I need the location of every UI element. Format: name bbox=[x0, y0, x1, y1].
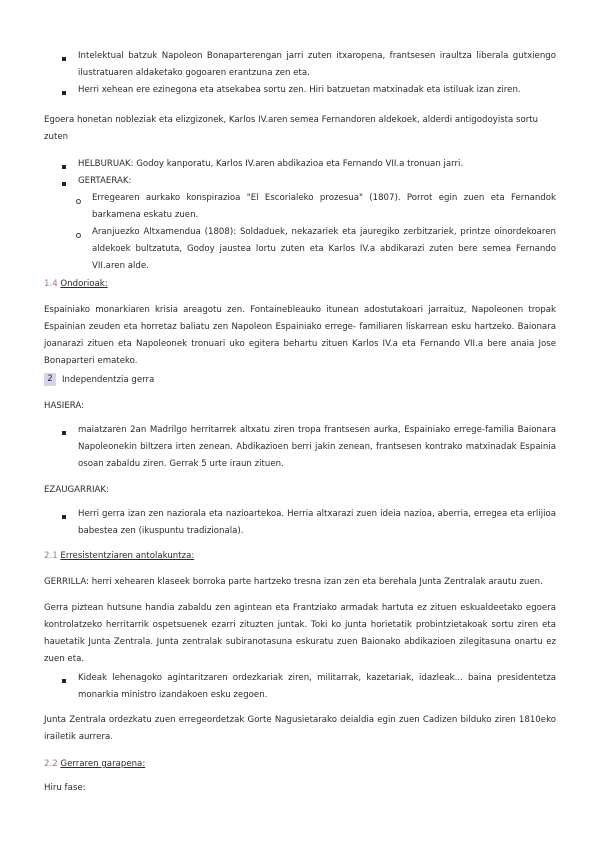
bullet-square-icon bbox=[62, 57, 66, 61]
section-title: Gerraren garapena: bbox=[60, 759, 146, 769]
egoera-paragraph: Egoera honetan nobleziak eta elizgizonek, Karlos IV.aren semea Fernandoren aldekoek, alderdi antigodoyista sortu zuten bbox=[44, 115, 539, 142]
gertaerak-label: GERTAERAK: bbox=[78, 176, 132, 186]
bullet-square-icon bbox=[62, 91, 66, 95]
section-heading-2-2 bbox=[44, 756, 145, 773]
junta-paragraph: Junta Zentrala ordezkatu zuen erregeordetzak Gorte Nagusietarako deialdia egin zuen Cadizen bilduko ziren 1810eko irailetik aurrera. bbox=[44, 715, 556, 742]
ezaugarriak-bullet: Herri gerra izan zen naziorala eta nazioartekoa. Herria altxarazi zuen ideia nazioa, aberria, erregea eta erlijioa babestea zen (ikuspuntu tradizionala). bbox=[78, 509, 556, 536]
bullet-square-icon bbox=[62, 182, 66, 186]
section-heading-1-4 bbox=[44, 276, 108, 293]
kideak-bullet: Kideak lehenagoko agintaritzaren ordezkariak ziren, militarrak, kazetariak, idazleak... baina presidentetza monarkia ministro izandakoen esku zegoen. bbox=[78, 673, 556, 700]
bullet-circle-icon bbox=[76, 233, 81, 238]
gertaerak-item: Erregearen aurkako konspirazioa "El Escorialeko prozesua" (1807). Porrot egin zuen eta Fernandok barkamena eskatu zuen. bbox=[92, 193, 556, 220]
intro-bullet: Intelektual batzuk Napoleon Bonaparterengan jarri zuten itxaropena, frantsesen iraultza liberala gutxiengo ilustratuaren aldaketako gogoaren erantzuna zen eta. bbox=[78, 51, 556, 78]
bullet-square-icon bbox=[62, 431, 66, 435]
hasiera-bullet: maiatzaren 2an Madrilgo herritarrek altxatu ziren tropa frantsesen aurka, Espainiako errege-familia Baionara Napoleonekin biltzera irten zenean. Abdikazioen berri jakin zenean, frantsesen kontrako matxinadak Espainia osoan zabaldu ziren. Gerrak 5 urte iraun zituen. bbox=[78, 425, 556, 469]
section-heading-2-1 bbox=[44, 548, 194, 565]
section-number: 1.4 bbox=[44, 279, 58, 289]
ezaugarriak-label: EZAUGARRIAK: bbox=[44, 485, 109, 495]
hasiera-label: HASIERA: bbox=[44, 401, 85, 411]
section-title: Ondorioak: bbox=[60, 279, 108, 289]
bullet-square-icon bbox=[62, 515, 66, 519]
gerrilla-paragraph: GERRILLA: herri xehearen klaseek borroka parte hartzeko tresna izan zen eta berehala Junta Zentralak arautu zuen. bbox=[44, 577, 543, 587]
helburuak-bullet: HELBURUAK: Godoy kanporatu, Karlos IV.aren abdikazioa eta Fernando VII.a tronuan jarri. bbox=[78, 159, 464, 169]
bullet-square-icon bbox=[62, 165, 66, 169]
section-number: 2.2 bbox=[44, 759, 58, 769]
bullet-square-icon bbox=[62, 679, 66, 683]
ondorioak-paragraph: Espainiako monarkiaren krisia areagotu zen. Fontainebleauko itunean adostutakoari jarraituz, Napoleonen tropak Espainian zeuden eta horretaz baliatu zen Napoleon Espainiako errege- familiaren liskarrean esku hartzeko. Baionara joanarazi zituen eta Napoleonek tronuari uko egitera behartu zituen Karlos IV.a eta Fernando VII.a bere anaia Jose Bonaparteri emateko. bbox=[44, 305, 556, 366]
section-number-box: 2 bbox=[44, 373, 56, 386]
bullet-circle-icon bbox=[76, 199, 81, 204]
hiru-fase-text: Hiru fase: bbox=[44, 783, 86, 793]
section-title: Erresistentziaren antolakuntza: bbox=[60, 551, 195, 561]
gerra-paragraph: Gerra piztean hutsune handia zabaldu zen agintean eta Frantziako armadak hartuta ez zituen eskualdeetako egoera kontrolatzeko herritarrik ospetsuenek ezarri zituzten juntak. Toki ko junta horietatik probintzietakoak sortu ziren eta hauetatik Junta Zentrala. Junta zentralak subiranotasuna eskuratu zuen Baionako abdikazioen zilegitasuna onartu ez zuen eta. bbox=[44, 603, 556, 664]
intro-bullet: Herri xehean ere ezinegona eta atsekabea sortu zen. Hiri batzuetan matxinadak eta istiluak izan ziren. bbox=[78, 85, 521, 95]
section-title-2: Independentzia gerra bbox=[62, 375, 155, 385]
gertaerak-item: Aranjuezko Altxamendua (1808): Soldaduek, nekazariek eta jauregiko zerbitzariek, printze oinordekoaren aldekoek bultzatuta, Godoy jaustea lortu zuten eta Karlos IV.a abdikarazi zuten bere semea Fernando VII.aren alde. bbox=[92, 227, 556, 271]
section-number: 2.1 bbox=[44, 551, 58, 561]
